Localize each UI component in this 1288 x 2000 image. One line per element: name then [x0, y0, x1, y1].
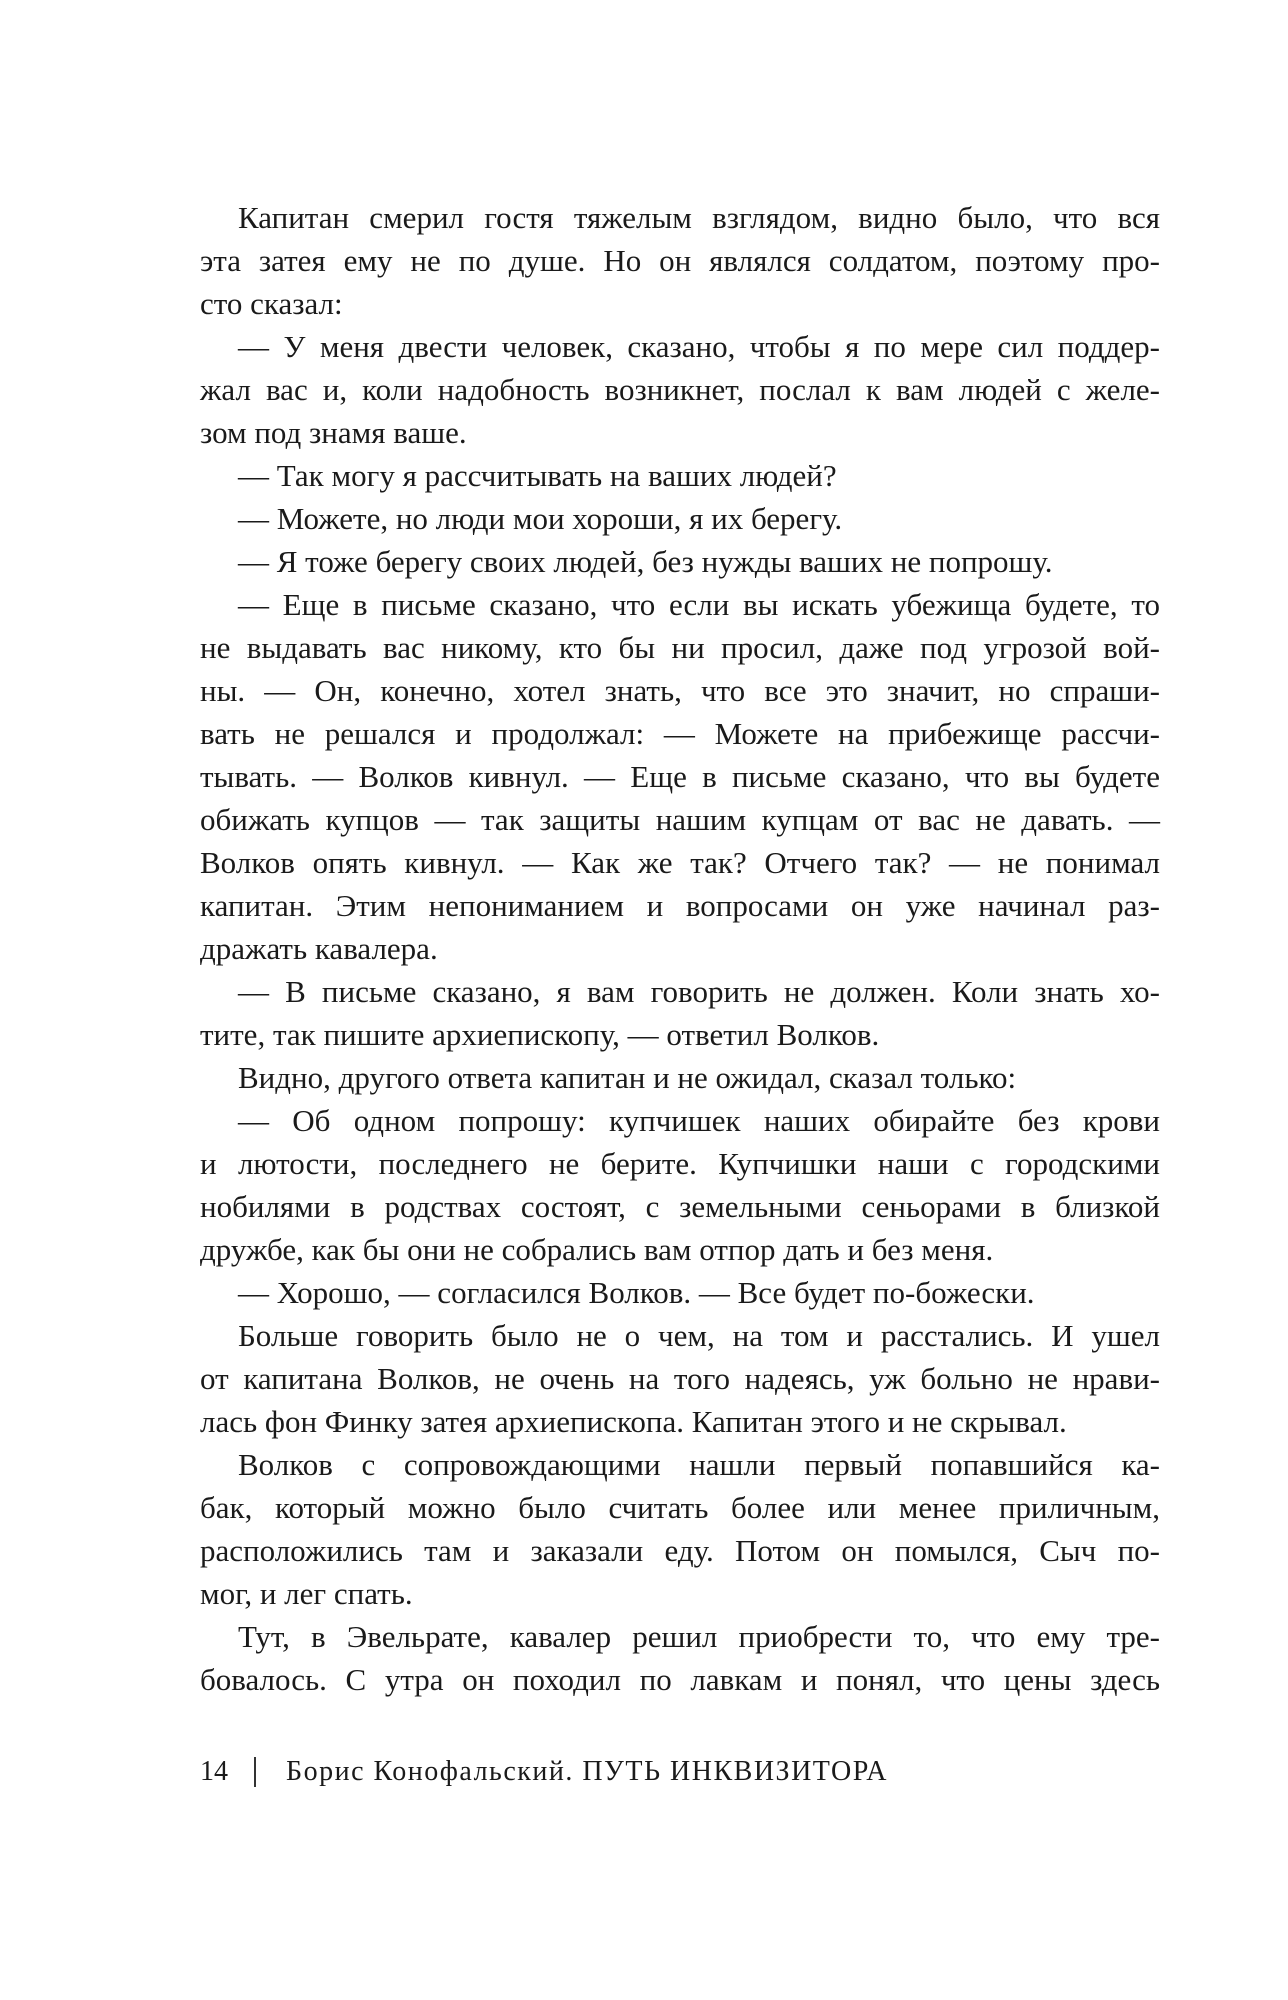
text-line: тывать. — Волков кивнул. — Еще в письме сказано, что вы будете [200, 759, 1160, 794]
text-line: капитан. Этим непониманием и вопросами он уже начинал раз- [200, 888, 1160, 923]
text-line: — Об одном попрошу: купчишек наших обирайте без крови [238, 1103, 1160, 1138]
text-line: — Можете, но люди мои хороши, я их берегу. [238, 501, 843, 536]
text-line: дружбе, как бы они не собрались вам отпор дать и без меня. [200, 1232, 994, 1267]
text-line: зом под знамя ваше. [200, 415, 467, 450]
text-line: вать не решался и продолжал: — Можете на прибежище рассчи- [200, 716, 1160, 751]
text-line: расположились там и заказали еду. Потом он помылся, Сыч по- [200, 1533, 1160, 1568]
text-line: бовалось. С утра он походил по лавкам и понял, что цены здесь [200, 1662, 1160, 1697]
text-line: ны. — Он, конечно, хотел знать, что все это значит, но спраши- [200, 673, 1160, 708]
text-line: Больше говорить было не о чем, на том и расстались. И ушел [238, 1318, 1160, 1353]
text-line: Видно, другого ответа капитан и не ожидал, сказал только: [238, 1060, 1017, 1095]
body-text [200, 196, 1160, 1701]
book-title: Борис Конофальский. ПУТЬ ИНКВИЗИТОРА [286, 1756, 888, 1787]
text-line: и лютости, последнего не берите. Купчишки наши с городскими [200, 1146, 1160, 1181]
text-line: — Я тоже берегу своих людей, без нужды ваших не попрошу. [238, 544, 1053, 579]
text-line: нобилями в родствах состоят, с земельными сеньорами в близкой [200, 1189, 1160, 1224]
text-line: жал вас и, коли надобность возникнет, послал к вам людей с желе- [200, 372, 1160, 407]
text-line: лась фон Финку затея архиепископа. Капитан этого и не скрывал. [200, 1404, 1067, 1439]
text-line: тите, так пишите архиепископу, — ответил Волков. [200, 1017, 880, 1052]
running-footer [200, 1756, 888, 1788]
text-line: Волков с сопровождающими нашли первый попавшийся ка- [238, 1447, 1160, 1482]
text-line: — Еще в письме сказано, что если вы искать убежища будете, то [238, 587, 1160, 622]
text-line: Тут, в Эвельрате, кавалер решил приобрести то, что ему тре- [238, 1619, 1160, 1654]
page-number: 14 [200, 1756, 228, 1787]
text-line: Капитан смерил гостя тяжелым взглядом, видно было, что вся [238, 200, 1160, 235]
text-line: Волков опять кивнул. — Как же так? Отчего так? — не понимал [200, 845, 1160, 880]
text-line: — В письме сказано, я вам говорить не должен. Коли знать хо- [238, 974, 1160, 1009]
text-line: от капитана Волков, не очень на того надеясь, уж больно не нрави- [200, 1361, 1160, 1396]
text-line: эта затея ему не по душе. Но он являлся солдатом, поэтому про- [200, 243, 1160, 278]
text-line: обижать купцов — так защиты нашим купцам от вас не давать. — [200, 802, 1160, 837]
text-line: — У меня двести человек, сказано, чтобы я по мере сил поддер- [238, 329, 1160, 364]
text-line: мог, и лег спать. [200, 1576, 413, 1611]
text-line: сто сказал: [200, 286, 343, 321]
text-line: — Так могу я рассчитывать на ваших людей? [238, 458, 837, 493]
text-line: бак, который можно было считать более или менее приличным, [200, 1490, 1160, 1525]
text-line: — Хорошо, — согласился Волков. — Все будет по-божески. [238, 1275, 1035, 1310]
text-line: не выдавать вас никому, кто бы ни просил, даже под угрозой вой- [200, 630, 1160, 665]
footer-separator [254, 1757, 256, 1787]
text-line: дражать кавалера. [200, 931, 438, 966]
